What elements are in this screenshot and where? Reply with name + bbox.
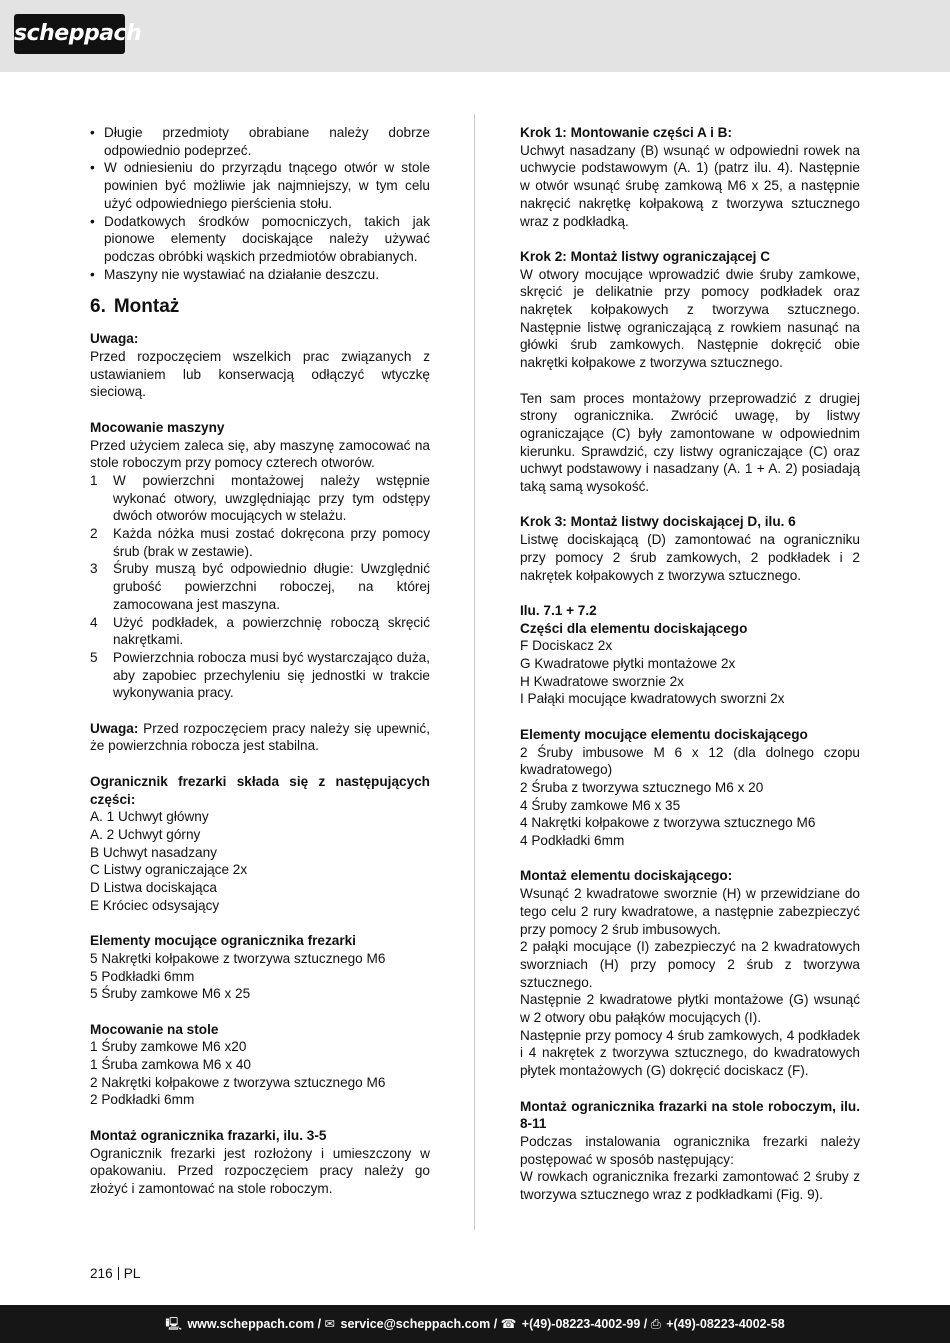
list-item: D Listwa dociskająca — [90, 880, 217, 896]
list-item: 2 Śruby imbusowe M 6 x 12 (dla dolnego czopu kwadratowego) — [520, 744, 860, 778]
left-column — [90, 124, 430, 1198]
subheading-table-assembly: Montaż ogranicznika frazarki na stole roboczym, ilu. 8-11 — [520, 1098, 860, 1132]
list-item: 1 W powierzchni montażowej należy wstępnie wykonać otwory, uwzględniając przy tym odstępy dwóch otworów mocujących w stelażu. — [90, 472, 430, 524]
list-item: E Króciec odsysający — [90, 897, 220, 913]
computer-icon: 🖳 — [165, 1317, 182, 1331]
list-item: 4 Użyć podkładek, a powierzchnię roboczą skręcić nakrętkami. — [90, 614, 430, 648]
subheading-table-mount: Mocowanie na stole — [90, 1021, 219, 1037]
list-item: • W odniesieniu do przyrządu tnącego otwór w stole powinien być możliwie jak najmniejszy, w tym celu użyć odpowiedniego pierścienia stołu. — [90, 159, 430, 212]
section-heading — [90, 295, 430, 319]
list-item: 4 Śruby zamkowe M6 x 35 — [520, 797, 681, 813]
note-heading: Uwaga: — [90, 331, 139, 347]
list-item: • Dodatkowych środków pomocniczych, takich jak pionowe elementy dociskające należy używać podczas obróbki wąskich przedmiotów obrabianych. — [90, 213, 430, 266]
paragraph: Ten sam proces montażowy przeprowadzić z drugiej strony ogranicznika. Zwrócić uwagę, by listwy ograniczające (C) były zamontowane w odpowiednim kierunku. Sprawdzić, czy listwy ograniczające (C) oraz uchwyt podstawowy i nasadzany (A. 1 + A. 2) posiadają taką samą wysokość. — [520, 390, 860, 495]
paragraph: Przed użyciem zaleca się, aby maszynę zamocować na stole roboczym przy pomocy czterech otworów. — [90, 437, 430, 471]
website-link[interactable]: www.scheppach.com / — [187, 1317, 322, 1331]
list-item: B Uchwyt nasadzany — [90, 844, 217, 860]
email-link[interactable]: service@scheppach.com / — [340, 1317, 498, 1331]
paragraph: Wsunąć 2 kwadratowe sworznie (H) w przewidziane do tego celu 2 rury kwadratowe, a następnie zabezpieczyć przy pomocy 2 śrub imbusowych. — [520, 886, 860, 937]
paragraph: Następnie 2 kwadratowe płytki montażowe (G) wsunąć w 2 otwory obu pałąków mocujących (I). — [520, 992, 860, 1026]
list-item: 3 Śruby muszą być odpowiednio długie: Uwzględnić grubość powierzchni roboczej, na której zamocowana jest maszyna. — [90, 561, 430, 612]
list-item: 5 Śruby zamkowe M6 x 25 — [90, 986, 251, 1002]
list-item: • Maszyny nie wystawiać na działanie deszczu. — [90, 266, 430, 284]
scheppach-logo: scheppach — [14, 14, 125, 54]
phone-number: +(49)-08223-4002-99 / — [521, 1317, 648, 1331]
note-text: Przed rozpoczęciem wszelkich prac związanych z ustawianiem lub konserwacją odłączyć wtyczkę sieciową. — [90, 349, 430, 400]
list-item: • Długie przedmioty obrabiane należy dobrze odpowiednio podeprzeć. — [90, 124, 430, 159]
list-item: 2 Nakrętki kołpakowe z tworzywa sztucznego M6 — [90, 1074, 386, 1090]
page-header — [0, 0, 950, 72]
list-item: A. 1 Uchwyt główny — [90, 809, 209, 825]
subheading-pressure-parts: Części dla elementu dociskającego — [520, 620, 748, 636]
paragraph: W otwory mocujące wprowadzić dwie śruby zamkowe, skręcić je delikatnie przy pomocy podkładek oraz nakrętek kołpakowych z tworzywa sztucznego. Następnie listwę ograniczającą z rowkiem nasunąć na główki śrub zamkowych. Następnie dokręcić obie nakrętki kołpakowe z tworzywa sztucznego. — [520, 266, 860, 371]
list-item: 4 Nakrętki kołpakowe z tworzywa sztucznego M6 — [520, 815, 816, 831]
fax-number: +(49)-08223-4002-58 — [666, 1317, 785, 1331]
subheading-parts: Ogranicznik frezarki składa się z następujących części: — [90, 773, 430, 807]
step-2-heading: Krok 2: Montaż listwy ograniczającej C — [520, 248, 771, 264]
list-item: 1 Śruba zamkowa M6 x 40 — [90, 1057, 251, 1073]
list-item: 5 Nakrętki kołpakowe z tworzywa sztucznego M6 — [90, 950, 386, 966]
figure-ref-heading: Ilu. 7.1 + 7.2 — [520, 602, 597, 618]
list-item: A. 2 Uchwyt górny — [90, 826, 201, 842]
phone-icon: ☎ — [500, 1317, 517, 1331]
list-item: 4 Podkładki 6mm — [520, 833, 625, 849]
numbered-list — [90, 472, 430, 702]
list-item: 2 Śruba z tworzywa sztucznego M6 x 20 — [520, 779, 764, 795]
paragraph: Podczas instalowania ogranicznika frezarki należy postępować w sposób następujący: — [520, 1133, 860, 1167]
subheading-pressure-assembly: Montaż elementu dociskającego: — [520, 868, 733, 884]
subheading-assembly: Montaż ogranicznika frazarki, ilu. 3-5 — [90, 1127, 327, 1143]
paragraph: Listwę dociskającą (D) zamontować na ograniczniku przy pomocy 2 śrub zamkowych, 2 podkładek i 2 nakrętek kołpakowych z tworzywa sztucznego. — [520, 532, 860, 583]
section-number: 6. — [90, 296, 106, 318]
paragraph: 2 pałąki mocujące (I) zabezpieczyć na 2 kwadratowych sworzniach (H) przy pomocy 2 śrub z tworzywa sztucznego. — [520, 939, 860, 990]
list-item: 5 Podkładki 6mm — [90, 968, 195, 984]
subheading-pressure-fasteners: Elementy mocujące elementu dociskającego — [520, 726, 808, 742]
list-item: H Kwadratowe sworznie 2x — [520, 673, 684, 689]
column-divider — [474, 114, 475, 1230]
list-item: C Listwy ograniczające 2x — [90, 862, 248, 878]
note-paragraph: Uwaga: Przed rozpoczęciem pracy należy się upewnić, że powierzchnia robocza jest stabilna. — [90, 720, 430, 754]
mail-icon: ✉ — [324, 1317, 336, 1331]
fax-icon: ⎙ — [650, 1317, 661, 1331]
list-item: 5 Powierzchnia robocza musi być wystarczająco duża, aby zapobiec przechyleniu się jednostki w trakcie wykonywania pracy. — [90, 649, 430, 701]
paragraph: Następnie przy pomocy 4 śrub zamkowych, 4 podkładek i 4 nakrętek z tworzywa sztucznego, do kwadratowych płytek montażowych (G) dokręcić dociskacz (F). — [520, 1027, 860, 1079]
list-item: I Pałąki mocujące kwadratowych sworzni 2x — [520, 691, 785, 707]
page-number: 216 PL — [90, 1266, 141, 1281]
list-item: 1 Śruby zamkowe M6 x20 — [90, 1039, 247, 1055]
paragraph: Uchwyt nasadzany (B) wsunąć w odpowiedni rowek na uchwycie podstawowym (A. 1) (patrz ilu. 4). Następnie w otwór wsunąć śrubę zamkową M6 x 25, a następnie nakręcić nakrętkę kołpakową z tworzywa sztucznego wraz z podkładką. — [520, 142, 860, 229]
list-item: G Kwadratowe płytki montażowe 2x — [520, 656, 736, 672]
page-footer — [0, 1305, 950, 1343]
subheading-fasteners: Elementy mocujące ogranicznika frezarki — [90, 933, 356, 949]
list-item: 2 Każda nóżka musi zostać dokręcona przy pomocy śrub (brak w zestawie). — [90, 526, 430, 559]
step-1-heading: Krok 1: Montowanie części A i B: — [520, 125, 732, 140]
paragraph: W rowkach ogranicznika frezarki zamontować 2 śruby z tworzywa sztucznego wraz z podkładkami (Fig. 9). — [520, 1169, 860, 1203]
list-item: F Dociskacz 2x — [520, 638, 613, 654]
list-item: 2 Podkładki 6mm — [90, 1092, 195, 1108]
section-title: Montaż — [113, 296, 180, 318]
bullet-list — [90, 124, 430, 283]
right-column — [520, 124, 860, 1204]
step-3-heading: Krok 3: Montaż listwy dociskającej D, ilu. 6 — [520, 514, 796, 530]
paragraph: Ogranicznik frezarki jest rozłożony i umieszczony w opakowaniu. Przed rozpoczęciem pracy należy go złożyć i zamontować na stole roboczym. — [90, 1145, 430, 1196]
subheading-mocowanie: Mocowanie maszyny — [90, 419, 225, 435]
